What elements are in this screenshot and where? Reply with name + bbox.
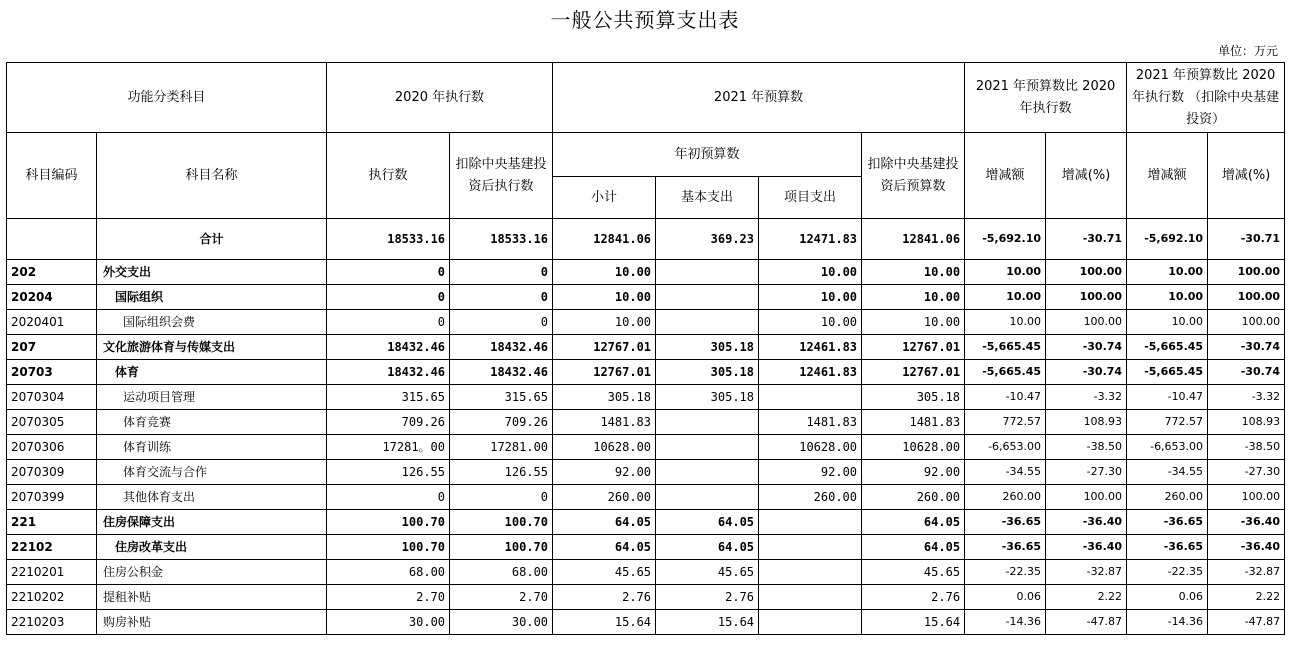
row-project: 10.00 — [759, 310, 862, 335]
row-code: 2070304 — [7, 385, 97, 410]
row-exec: 2.70 — [327, 585, 450, 610]
row-inc-pct2: 100.00 — [1208, 285, 1285, 310]
row-budget-ex: 64.05 — [862, 535, 965, 560]
row-inc-pct: -30.74 — [1046, 360, 1127, 385]
row-name: 运动项目管理 — [97, 385, 327, 410]
row-code: 2210202 — [7, 585, 97, 610]
row-subtotal: 15.64 — [553, 610, 656, 635]
row-basic: 2.76 — [656, 585, 759, 610]
row-budget-ex: 305.18 — [862, 385, 965, 410]
row-name: 文化旅游体育与传媒支出 — [97, 335, 327, 360]
total-row — [7, 219, 1285, 260]
row-inc-amt: 0.06 — [965, 585, 1046, 610]
row-inc-pct2: 100.00 — [1208, 260, 1285, 285]
table-row — [7, 285, 1285, 310]
row-budget-ex: 10.00 — [862, 310, 965, 335]
row-inc-pct: 100.00 — [1046, 485, 1127, 510]
row-exec: 0 — [327, 260, 450, 285]
row-basic — [656, 410, 759, 435]
row-budget-ex: 12767.01 — [862, 335, 965, 360]
row-budget-ex: 92.00 — [862, 460, 965, 485]
row-budget-ex: 10628.00 — [862, 435, 965, 460]
row-exec-ex: 18432.46 — [450, 360, 553, 385]
row-subtotal: 10.00 — [553, 285, 656, 310]
row-name: 其他体育支出 — [97, 485, 327, 510]
row-basic: 45.65 — [656, 560, 759, 585]
row-inc-amt: -22.35 — [965, 560, 1046, 585]
row-basic — [656, 485, 759, 510]
row-code: 2070306 — [7, 435, 97, 460]
row-code: 22102 — [7, 535, 97, 560]
row-exec: 315.65 — [327, 385, 450, 410]
row-inc-pct: -36.40 — [1046, 535, 1127, 560]
total-budget-ex: 12841.06 — [862, 219, 965, 260]
row-basic — [656, 285, 759, 310]
budget-table — [6, 62, 1285, 635]
header-budget-2021: 2021 年预算数 — [553, 63, 965, 133]
row-name: 体育训练 — [97, 435, 327, 460]
row-inc-pct2: -3.32 — [1208, 385, 1285, 410]
total-code — [7, 219, 97, 260]
row-inc-pct: -36.40 — [1046, 510, 1127, 535]
header-initial: 年初预算数 — [553, 133, 862, 177]
row-exec: 100.70 — [327, 510, 450, 535]
row-project — [759, 385, 862, 410]
row-code: 207 — [7, 335, 97, 360]
row-name: 住房改革支出 — [97, 535, 327, 560]
row-subtotal: 45.65 — [553, 560, 656, 585]
row-code: 2070309 — [7, 460, 97, 485]
total-project: 12471.83 — [759, 219, 862, 260]
row-inc-amt2: -36.65 — [1127, 535, 1208, 560]
row-inc-amt2: 10.00 — [1127, 260, 1208, 285]
row-inc-pct2: -32.87 — [1208, 560, 1285, 585]
row-subtotal: 12767.01 — [553, 335, 656, 360]
row-inc-amt2: -22.35 — [1127, 560, 1208, 585]
row-budget-ex: 12767.01 — [862, 360, 965, 385]
row-inc-pct: 100.00 — [1046, 285, 1127, 310]
row-inc-amt: -34.55 — [965, 460, 1046, 485]
row-project — [759, 510, 862, 535]
table-row — [7, 385, 1285, 410]
row-basic: 305.18 — [656, 335, 759, 360]
row-inc-amt: 10.00 — [965, 285, 1046, 310]
row-project — [759, 610, 862, 635]
row-inc-amt2: 10.00 — [1127, 310, 1208, 335]
table-row — [7, 335, 1285, 360]
header-cmp1: 2021 年预算数比 2020 年执行数 — [965, 63, 1127, 133]
row-inc-amt2: 10.00 — [1127, 285, 1208, 310]
row-basic — [656, 460, 759, 485]
header-exec: 执行数 — [327, 133, 450, 219]
row-exec-ex: 709.26 — [450, 410, 553, 435]
row-inc-pct2: 100.00 — [1208, 310, 1285, 335]
header-inc-pct2: 增减(%) — [1208, 133, 1285, 219]
row-budget-ex: 10.00 — [862, 285, 965, 310]
row-code: 2210203 — [7, 610, 97, 635]
row-inc-pct: -30.74 — [1046, 335, 1127, 360]
row-inc-amt: -5,665.45 — [965, 335, 1046, 360]
header-inc-amt: 增减额 — [965, 133, 1046, 219]
row-inc-pct2: -36.40 — [1208, 510, 1285, 535]
row-basic: 64.05 — [656, 535, 759, 560]
total-label: 合计 — [97, 219, 327, 260]
table-row — [7, 510, 1285, 535]
row-project: 10.00 — [759, 285, 862, 310]
row-inc-pct2: -30.74 — [1208, 335, 1285, 360]
row-exec: 18432.46 — [327, 360, 450, 385]
row-budget-ex: 10.00 — [862, 260, 965, 285]
table-row — [7, 485, 1285, 510]
row-inc-pct2: -47.87 — [1208, 610, 1285, 635]
row-name: 体育交流与合作 — [97, 460, 327, 485]
header-inc-pct: 增减(%) — [1046, 133, 1127, 219]
table-header — [7, 63, 1285, 219]
row-inc-amt2: 0.06 — [1127, 585, 1208, 610]
total-inc-amt2: -5,692.10 — [1127, 219, 1208, 260]
row-exec: 68.00 — [327, 560, 450, 585]
table-row — [7, 410, 1285, 435]
row-inc-amt2: -36.65 — [1127, 510, 1208, 535]
row-basic — [656, 435, 759, 460]
row-exec: 709.26 — [327, 410, 450, 435]
row-inc-pct: -3.32 — [1046, 385, 1127, 410]
row-budget-ex: 260.00 — [862, 485, 965, 510]
row-inc-amt: 10.00 — [965, 260, 1046, 285]
row-subtotal: 10628.00 — [553, 435, 656, 460]
table-row — [7, 435, 1285, 460]
row-basic — [656, 310, 759, 335]
row-inc-amt2: -14.36 — [1127, 610, 1208, 635]
row-exec: 0 — [327, 310, 450, 335]
row-project — [759, 585, 862, 610]
row-subtotal: 260.00 — [553, 485, 656, 510]
header-inc-amt2: 增减额 — [1127, 133, 1208, 219]
row-exec-ex: 2.70 — [450, 585, 553, 610]
row-inc-amt: -36.65 — [965, 535, 1046, 560]
header-exec-2020: 2020 年执行数 — [327, 63, 553, 133]
row-inc-amt: -36.65 — [965, 510, 1046, 535]
row-inc-amt2: 772.57 — [1127, 410, 1208, 435]
header-name: 科目名称 — [97, 133, 327, 219]
row-subtotal: 2.76 — [553, 585, 656, 610]
table-row — [7, 460, 1285, 485]
total-subtotal: 12841.06 — [553, 219, 656, 260]
row-project: 10628.00 — [759, 435, 862, 460]
row-subtotal: 10.00 — [553, 310, 656, 335]
row-inc-amt2: -34.55 — [1127, 460, 1208, 485]
total-inc-amt: -5,692.10 — [965, 219, 1046, 260]
row-inc-amt: -6,653.00 — [965, 435, 1046, 460]
row-project: 12461.83 — [759, 335, 862, 360]
row-budget-ex: 2.76 — [862, 585, 965, 610]
row-subtotal: 64.05 — [553, 535, 656, 560]
row-exec: 100.70 — [327, 535, 450, 560]
page-title: 一般公共预算支出表 — [550, 8, 740, 32]
header-budget-ex: 扣除中央基建投资后预算数 — [862, 133, 965, 219]
table-row — [7, 360, 1285, 385]
row-project: 12461.83 — [759, 360, 862, 385]
row-code: 221 — [7, 510, 97, 535]
table-row — [7, 535, 1285, 560]
row-code: 202 — [7, 260, 97, 285]
row-exec-ex: 68.00 — [450, 560, 553, 585]
row-basic: 305.18 — [656, 360, 759, 385]
row-inc-amt: 260.00 — [965, 485, 1046, 510]
row-name: 体育竞赛 — [97, 410, 327, 435]
row-exec: 18432.46 — [327, 335, 450, 360]
row-exec-ex: 0 — [450, 260, 553, 285]
row-inc-amt: 10.00 — [965, 310, 1046, 335]
row-inc-pct: -47.87 — [1046, 610, 1127, 635]
row-subtotal: 92.00 — [553, 460, 656, 485]
row-inc-amt: -10.47 — [965, 385, 1046, 410]
row-budget-ex: 45.65 — [862, 560, 965, 585]
row-inc-pct2: 2.22 — [1208, 585, 1285, 610]
row-exec-ex: 315.65 — [450, 385, 553, 410]
header-code: 科目编码 — [7, 133, 97, 219]
row-exec-ex: 30.00 — [450, 610, 553, 635]
row-name: 住房公积金 — [97, 560, 327, 585]
row-code: 20204 — [7, 285, 97, 310]
row-inc-pct: -27.30 — [1046, 460, 1127, 485]
header-exec-ex: 扣除中央基建投资后执行数 — [450, 133, 553, 219]
header-cmp2: 2021 年预算数比 2020 年执行数 （扣除中央基建投资） — [1127, 63, 1285, 133]
table-row — [7, 610, 1285, 635]
row-inc-pct: 2.22 — [1046, 585, 1127, 610]
total-exec: 18533.16 — [327, 219, 450, 260]
row-exec-ex: 0 — [450, 310, 553, 335]
row-code: 2020401 — [7, 310, 97, 335]
row-basic: 305.18 — [656, 385, 759, 410]
row-project — [759, 535, 862, 560]
table-body — [7, 219, 1285, 635]
row-code: 2210201 — [7, 560, 97, 585]
row-inc-pct2: -36.40 — [1208, 535, 1285, 560]
row-exec-ex: 126.55 — [450, 460, 553, 485]
row-exec: 0 — [327, 285, 450, 310]
row-subtotal: 10.00 — [553, 260, 656, 285]
row-exec: 17281。00 — [327, 435, 450, 460]
row-inc-pct2: -38.50 — [1208, 435, 1285, 460]
row-subtotal: 12767.01 — [553, 360, 656, 385]
row-basic: 64.05 — [656, 510, 759, 535]
row-budget-ex: 15.64 — [862, 610, 965, 635]
header-func-class: 功能分类科目 — [7, 63, 327, 133]
table-row — [7, 585, 1285, 610]
row-name: 购房补贴 — [97, 610, 327, 635]
row-code: 20703 — [7, 360, 97, 385]
row-exec-ex: 0 — [450, 485, 553, 510]
row-inc-pct: 100.00 — [1046, 260, 1127, 285]
row-name: 体育 — [97, 360, 327, 385]
row-budget-ex: 1481.83 — [862, 410, 965, 435]
row-inc-pct2: -30.74 — [1208, 360, 1285, 385]
row-name: 外交支出 — [97, 260, 327, 285]
row-name: 国际组织会费 — [97, 310, 327, 335]
row-code: 2070399 — [7, 485, 97, 510]
row-exec: 0 — [327, 485, 450, 510]
row-exec: 126.55 — [327, 460, 450, 485]
row-inc-pct2: 108.93 — [1208, 410, 1285, 435]
row-subtotal: 305.18 — [553, 385, 656, 410]
row-budget-ex: 64.05 — [862, 510, 965, 535]
row-inc-pct: 108.93 — [1046, 410, 1127, 435]
table-row — [7, 310, 1285, 335]
row-inc-amt2: -6,653.00 — [1127, 435, 1208, 460]
row-inc-pct: -38.50 — [1046, 435, 1127, 460]
row-project: 1481.83 — [759, 410, 862, 435]
row-project: 260.00 — [759, 485, 862, 510]
row-subtotal: 64.05 — [553, 510, 656, 535]
row-inc-amt2: -10.47 — [1127, 385, 1208, 410]
row-inc-amt2: 260.00 — [1127, 485, 1208, 510]
row-basic: 15.64 — [656, 610, 759, 635]
row-exec-ex: 100.70 — [450, 510, 553, 535]
row-code: 2070305 — [7, 410, 97, 435]
row-inc-amt: -14.36 — [965, 610, 1046, 635]
unit-label: 单位：万元 — [1217, 44, 1278, 58]
row-basic — [656, 260, 759, 285]
row-name: 国际组织 — [97, 285, 327, 310]
row-inc-amt: 772.57 — [965, 410, 1046, 435]
row-project — [759, 560, 862, 585]
total-inc-pct: -30.71 — [1046, 219, 1127, 260]
total-basic: 369.23 — [656, 219, 759, 260]
row-exec: 30.00 — [327, 610, 450, 635]
row-exec-ex: 17281.00 — [450, 435, 553, 460]
row-exec-ex: 100.70 — [450, 535, 553, 560]
row-inc-pct2: -27.30 — [1208, 460, 1285, 485]
total-inc-pct2: -30.71 — [1208, 219, 1285, 260]
row-inc-pct: 100.00 — [1046, 310, 1127, 335]
header-project: 项目支出 — [759, 177, 862, 219]
header-basic: 基本支出 — [656, 177, 759, 219]
row-inc-pct: -32.87 — [1046, 560, 1127, 585]
row-name: 住房保障支出 — [97, 510, 327, 535]
row-project: 10.00 — [759, 260, 862, 285]
table-row — [7, 560, 1285, 585]
row-name: 提租补贴 — [97, 585, 327, 610]
table-row — [7, 260, 1285, 285]
row-exec-ex: 18432.46 — [450, 335, 553, 360]
row-project: 92.00 — [759, 460, 862, 485]
row-inc-amt: -5,665.45 — [965, 360, 1046, 385]
row-subtotal: 1481.83 — [553, 410, 656, 435]
row-exec-ex: 0 — [450, 285, 553, 310]
row-inc-pct2: 100.00 — [1208, 485, 1285, 510]
header-subtotal: 小计 — [553, 177, 656, 219]
row-inc-amt2: -5,665.45 — [1127, 360, 1208, 385]
row-inc-amt2: -5,665.45 — [1127, 335, 1208, 360]
total-exec-ex: 18533.16 — [450, 219, 553, 260]
